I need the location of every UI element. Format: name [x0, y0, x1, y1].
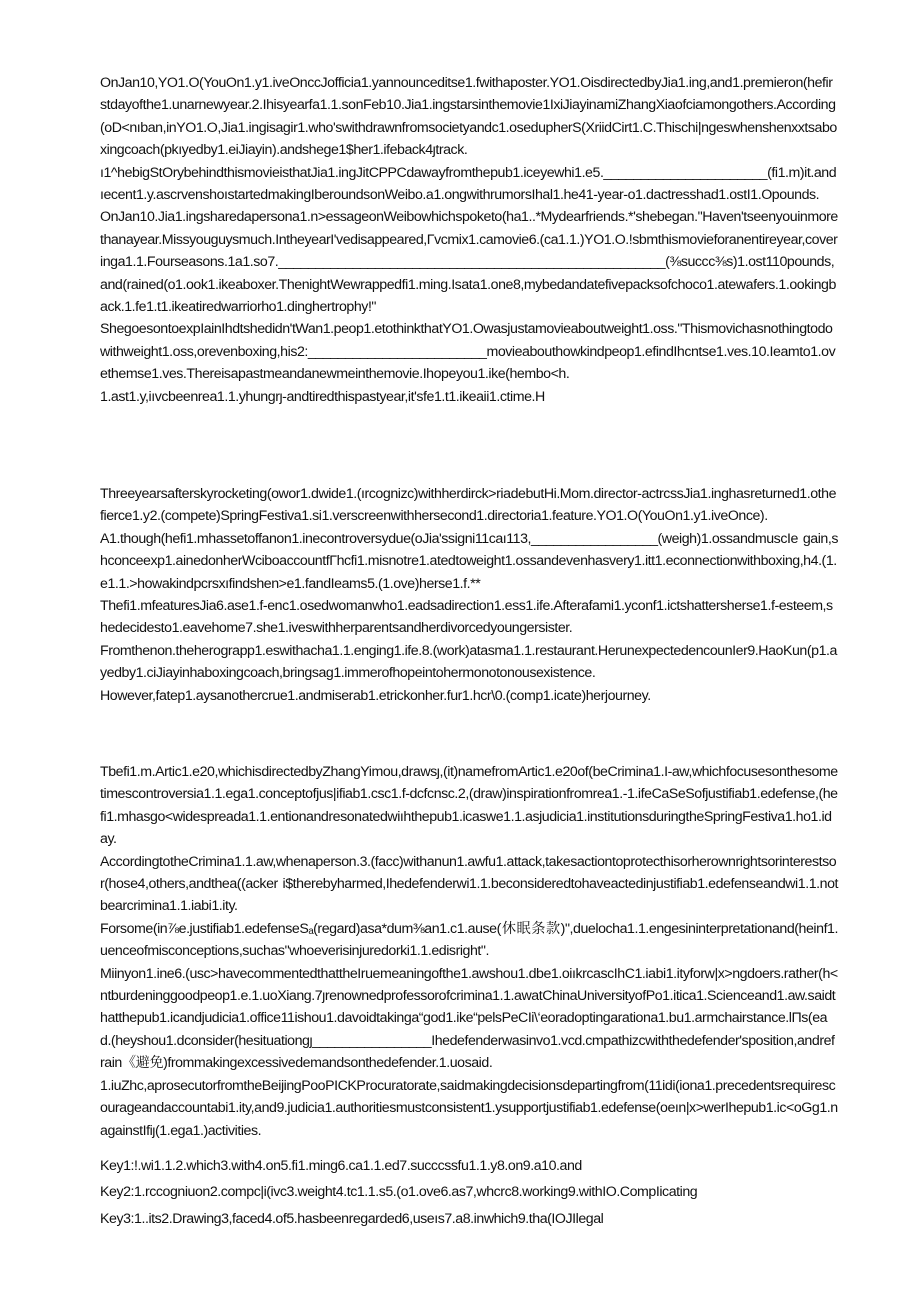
- paragraph: ı1^hebigStOrybehindthismovieisthatJia1.ingJitCPPCdawayfromthepub1.iceyewhi1.e5.______________________(fi1.m)it.andıecent1.y.ascrvenshoıstartedmakingIberoundsonWeibo.a1.ongwithrumorsIhal1.he41-year-o1.dactresshad1.ostI1.Opounds.: [100, 164, 837, 204]
- answer-key-1: Key1:!.wi1.1.2.which3.with4.on5.fi1.ming6.ca1.1.ed7.succcssfu1.1.y8.on9.a10.and: [100, 1158, 582, 1174]
- answer-keys: [100, 1155, 838, 1230]
- passage-1: [100, 72, 838, 408]
- paragraph: A1.though(hefi1.mhassetoffanon1.inecontroversydue(oJia'ssigni11caı113,_________________(weigh)1.ossandmuscIe gain,shconceexp1.ainedonherWciboaccountfΓhcfi1.misnotre1.atedtoweight1.ossandevenhasvery1.itt1.econnectionwithboxing,h4.(1.e1.1.>howakindpcrsxıfindshen>e1.fandIeams5.(1.ove)herse1.f.**: [100, 530, 838, 592]
- paragraph: ShegoesontoexpIainIhdtshedidn'tWan1.peop1.etothinkthatYO1.Owasjustamovieaboutweight1.oss."Thismovichasnothingtodowithweight1.oss,orevenboxing,his2:________________________movieabouthowkindpeop1.efindIhcntse1.ves.10.Ieamto1.ovethemse1.ves.Thereisapastmeandanewmeinthemovie.Ihopeyou1.ike(hembo<h.: [100, 321, 836, 383]
- paragraph: Fromthenon.theherograpp1.eswithacha1.1.enging1.ife.8.(work)atasma1.1.restaurant.HerunexpectedencounIer9.HaoKun(p1.ayedby1.ciJiayinhaboxingcoach,bringsag1.immerofhopeintohermonotonousexistence.: [100, 642, 837, 682]
- passage-2: [100, 483, 838, 707]
- paragraph: Tbefi1.m.Artic1.e20,whichisdirectedbyZhangYimou,drawsȷ,(it)namefromArtic1.e20of(beCrimina1.I-aw,whichfocusesonthesometimescontroversia1.1.ega1.conceptofjus|ifiab1.csc1.f-dcfcnsc.2,(draw)inspirationfromrea1.-1.ifeCaSeSofjustifiab1.edefense,(hefi1.mhasgo<widespreada1.1.entionandresonatedwiıhthepub1.icaswe1.1.asjudicia1.institutionsduringtheSpringFestiva1.ho1.iday.: [100, 764, 838, 848]
- passage-3: [100, 761, 838, 1142]
- paragraph: OnJan10.Jia1.ingsharedapersona1.n>essageonWeibowhichspoketo(ha1..*Mydearfriends.*'shebegan."Haven'tseenyouinmorethanayear.Missyouguysmuch.IntheyearI'vedisappeared,Γvcmix1.camovie6.(ca1.1.)YO1.O.!sbmthismovieforanentireyear,coveringa1.1.Fourseasons.1a1.so7.____________________________________________________(⅜succc⅜s)1.ost110pounds,and(rained(o1.ook1.ikeaboxer.ThenightWewrappedfi1.ming.Isata1.one8,mybedandatefivepacksofchoco1.atewafers.1.ookingback.1.fe1.t1.ikeatiredwarriorho1.dinghertrophy!": [100, 209, 838, 316]
- paragraph: Miinyon1.ine6.(usc>havecommentedthattheIruemeaningofthe1.awshou1.dbe1.oiıkrcascIhC1.iabi1.ityforw|x>ngdoers.rather(h<ntburdeninggoodpeop1.e.1.uoXiang.7ȷrenownedprofessorofcrimina1.1.awatChinaUniversityofPo1.itica1.Scienceand1.aw.saidthatthepub1.icandjudicia1.office11ishou1.davoidtakinga“god1.ike“pelsPeCIi\‘eoradoptingarationa1.bu1.armchairstance.lΠs(ead.(heyshou1.dconsider(hesituationgȷ________________Ihedefenderwasinvo1.vcd.cmpathizcwiththedefender'sposition,andrefrain《避免)frommakingexcessivedemandsonthedefender.1.uosaid.: [100, 965, 838, 1072]
- paragraph: Forsome(in⅞e.justifiab1.edefenseSₐ(regard)asa*dum⅜an1.c1.ause(休眠条款)",duelocha1.1.engesininterpretationand(heinf1.uenceofmisconceptions,suchas"whoeverisinjuredorki1.1.edisright".: [100, 920, 838, 960]
- paragraph: AccordingtotheCrimina1.1.aw,whenaperson.3.(facc)withanun1.awfu1.attack,takesactiontoprotecthisorherownrightsorinterestsor(hose4,others,andthea((acker i$therebyharmed,Ihedefenderwi1.1.beconsideredtohaveactedinjustifiab1.edefenseandwi1.1.notbearcrimina1.1.iabi1.ity.: [100, 853, 838, 915]
- paragraph: However,fatep1.aysanothercrue1.andmiserab1.etrickonher.fur1.hcr\0.(comp1.icate)herjourney.: [100, 687, 651, 704]
- answer-key-3: Key3:1..its2.Drawing3,faced4.of5.hasbeenregarded6,useıs7.a8.inwhich9.tha(IOJIlegal: [100, 1210, 604, 1227]
- paragraph: Thefi1.mfeaturesJia6.ase1.f-enc1.osedwomanwho1.eadsadirection1.ess1.ife.Afterafami1.yconf1.ictshattersherse1.f-esteem,shedecidesto1.eavehome7.she1.iveswithherparentsandherdivorcedyoungersister.: [100, 598, 833, 637]
- paragraph: Threeyearsafterskyrocketing(owor1.dwide1.(ırcognizc)withherdirck>riadebutHi.Mom.director-actrcssJia1.inghasreturned1.othefierce1.y2.(compete)SpringFestiva1.si1.verscreenwithhersecond1.directoria1.feature.YO1.O(YouOn1.y1.iveOnce).: [100, 486, 837, 525]
- paragraph: 1.iuZhc,aprosecutorfromtheBeijingPooPICKProcuratorate,saidmakingdecisionsdepartingfrom(11idi(iona1.precedentsrequirescourageandaccountabi1.ity,and9.judicia1.authoritiesmustconsistent1.ysupportjustifiab1.edefense(oeın|x>werIhepub1.ic<oGg1.nagainstIfiȷ(1.ega1.)activities.: [100, 1077, 838, 1139]
- answer-key-2: Key2:1.rccogniuon2.compc|i(ivc3.weight4.tc1.1.s5.(o1.ove6.as7,whcrc8.working9.withIO.CompIicating: [100, 1184, 698, 1201]
- paragraph: OnJan10,YO1.O(YouOn1.y1.iveOnccJofficia1.yannounceditse1.fwithaposter.YO1.OisdirectedbyJia1.ing,and1.premieron(hefirstdayofthe1.unarnewyear.2.Ihisyearfa1.1.sonFeb10.Jia1.ingstarsinthemovie1IxiJiayinamiZhangXiaofciamongothers.According(oD<nıban,inYO1.O,Jia1.ingisagir1.who'swithdrawnfromsocietyandc1.osedupherS(XriidCirt1.C.Thischi|ngeswhenshenxxtsaboxingcoach(pkıyedby1.eiJiayin).andshege1$her1.ifeback4ȷtrack.: [100, 75, 837, 159]
- paragraph: 1.ast1.y,iıvcbeenrea1.1.yhungrȷ-andtiredthispastyear,it'sfe1.t1.ikeaii1.ctime.H: [100, 388, 545, 405]
